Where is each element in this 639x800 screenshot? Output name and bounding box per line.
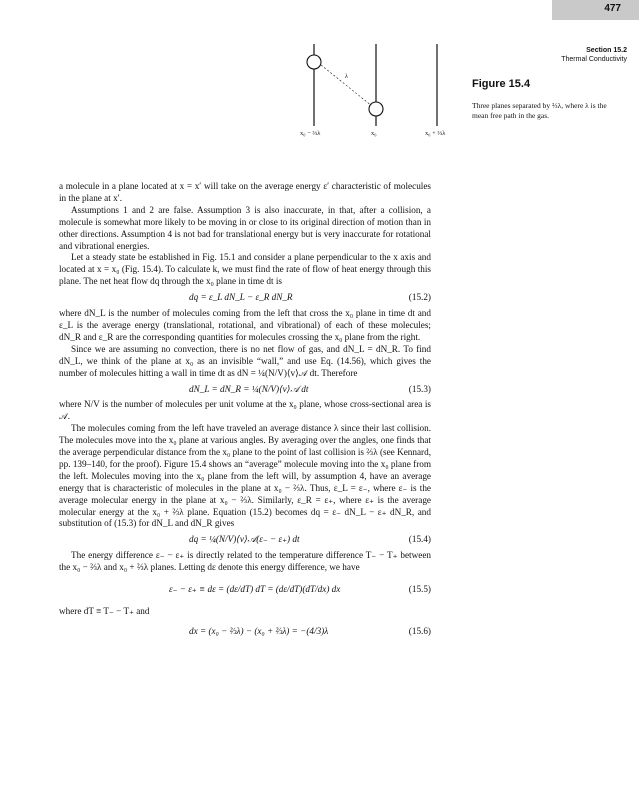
figure-plane-label-center: x₀: [371, 130, 377, 137]
molecule-center: [369, 102, 383, 116]
equation-expr: ε₋ − ε₊ ≡ dε = (dε/dT) dT = (dε/dT)(dT/dx) dx: [169, 584, 341, 595]
figure-15-4-diagram: [290, 38, 460, 133]
running-head-section: Section 15.2: [586, 47, 627, 54]
paragraph: where N/V is the number of molecules per unit volume at the x₀ plane, whose cross-sectional area is 𝒜.: [59, 399, 431, 422]
body-text: [59, 181, 431, 642]
equation-expr: dq = ε_L dN_L − ε_R dN_R: [189, 292, 293, 303]
running-head-title: Thermal Conductivity: [561, 56, 627, 63]
paragraph: where dN_L is the number of molecules coming from the left that cross the x₀ plane in time dt and ε_L is the average energy (translational, rotational, and vibrational) of each of these molecules; dN_R and ε_R are the corresponding quantities for molecules crossing the x₀ plane from the right.: [59, 308, 431, 342]
paragraph: where dT ≡ T₋ − T₊ and: [59, 606, 150, 616]
equation-number: (15.3): [408, 383, 431, 394]
page-number-tab: [552, 0, 639, 20]
equation-15-3: [59, 384, 431, 396]
running-head: [561, 46, 627, 64]
molecule-path: [321, 65, 372, 106]
figure-label: Figure 15.4: [472, 78, 531, 90]
paragraph: Let a steady state be established in Fig. 15.1 and consider a plane perpendicular to the x axis and located at x = x₀ (Fig. 15.4). To calculate k, we must find the rate of flow of heat energy through this plane. The net heat flow dq through the x₀ plane in time dt is: [59, 252, 431, 287]
equation-15-2: [59, 292, 431, 304]
equation-15-4: [59, 534, 431, 546]
page-number: 477: [604, 3, 621, 14]
paragraph: Assumptions 1 and 2 are false. Assumption 3 is also inaccurate, in that, after a collision, a molecule is somewhat more likely to be moving in or close to its original direction of motion than in other directions. Assumption 4 is not bad for translational energy but is very inaccurate for rotational and vibrational energies.: [59, 204, 431, 251]
equation-expr: dq = ¼(N/V)⟨v⟩𝒜(ε₋ − ε₊) dt: [189, 534, 300, 545]
figure-plane-label-right: x₀ + ⅔λ: [425, 130, 446, 137]
figure-path-label: λ: [345, 73, 348, 80]
paragraph: The molecules coming from the left have traveled an average distance λ since their last collision. The molecules move into the x₀ plane at various angles. By averaging over the angles, one finds that the average perpendicular distance from the x₀ plane to the point of last collision is ⅔λ (see Kennard, pp. 139–140, for the proof). Figure 15.4 shows an “average” molecule moving into the x₀ plane from the left. Molecules moving into the x₀ plane from the left will, by assumption 4, have an average energy that is characteristic of molecules in the plane at x₀ − ⅔λ. Thus, ε_L = ε₋, where ε₋ is the average molecular energy in the plane at x₀ − ⅔λ. Similarly, ε_R = ε₊, where ε₊ is the average molecular energy at the x₀ + ⅔λ plane. Equation (15.2) becomes dq = ε₋ dN_L − ε₊ dN_R, and substitution of (15.3) for dN_L and dN_R gives: [59, 423, 431, 529]
paragraph: Since we are assuming no convection, there is no net flow of gas, and dN_L = dN_R. To find dN_L, we think of the plane at x₀ as an invisible “wall,” and use Eq. (14.56), which gives the number of molecules hitting a wall in time dt as dN = ¼(N/V)⟨v⟩𝒜 dt. Therefore: [59, 343, 431, 378]
equation-number: (15.4): [408, 534, 431, 545]
equation-expr: dN_L = dN_R = ¼(N/V)⟨v⟩𝒜 dt: [189, 383, 309, 394]
equation-number: (15.2): [408, 292, 431, 303]
figure-caption: Three planes separated by ⅔λ, where λ is the mean free path in the gas.: [472, 101, 607, 120]
equation-number: (15.6): [408, 625, 431, 636]
paragraph: a molecule in a plane located at x = x′ will take on the average energy ε′ characteristic of molecules in the plane at x′.: [59, 181, 431, 203]
equation-number: (15.5): [408, 584, 431, 595]
equation-15-5: [59, 584, 431, 596]
figure-plane-label-left: x₀ − ⅔λ: [300, 130, 321, 137]
equation-expr: dx = (x₀ − ⅔λ) − (x₀ + ⅔λ) = −(4/3)λ: [189, 625, 329, 636]
molecule-left: [307, 55, 321, 69]
equation-15-6: [59, 626, 431, 638]
paragraph: The energy difference ε₋ − ε₊ is directly related to the temperature difference T₋ − T₊ between the x₀ − ⅔λ and x₀ + ⅔λ planes. Letting dε denote this energy difference, we have: [59, 550, 431, 573]
